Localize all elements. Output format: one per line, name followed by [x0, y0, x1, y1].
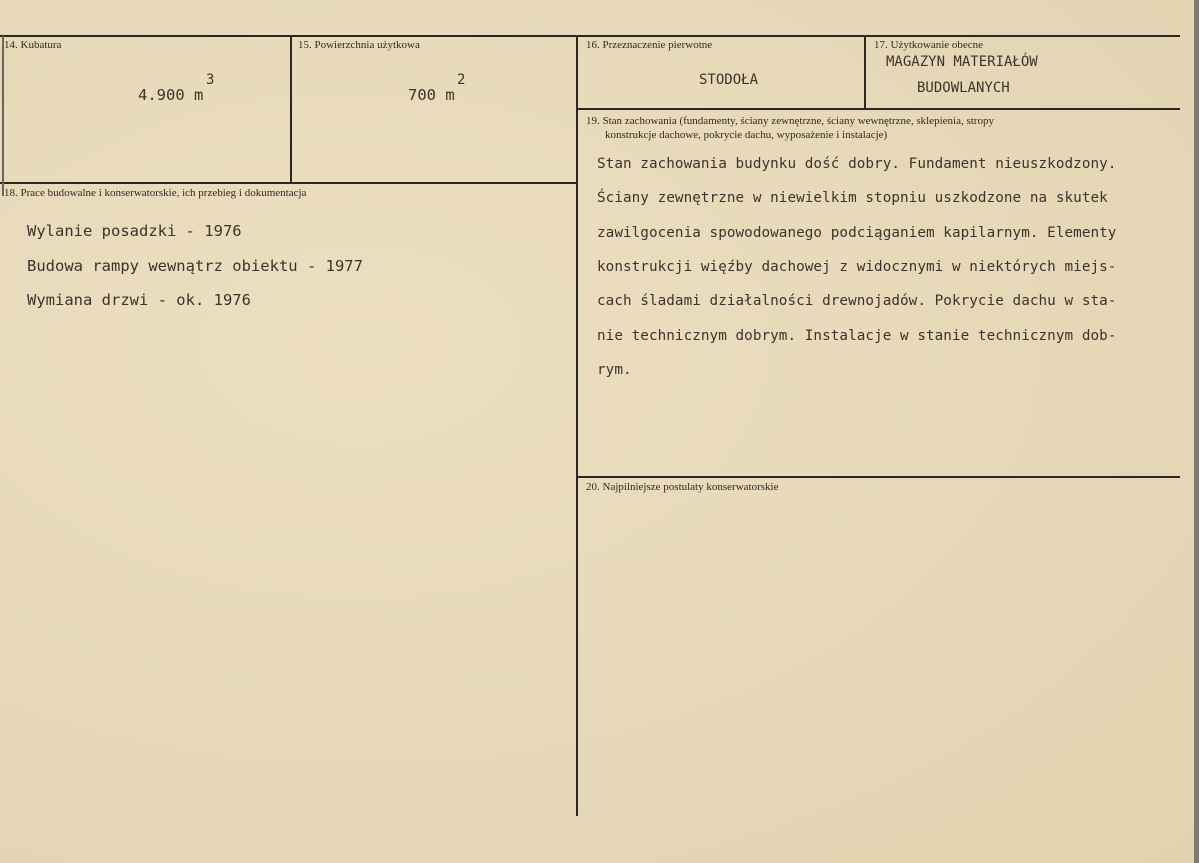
field-16-value: STODOŁA — [699, 72, 759, 88]
field-19-text-line-2: Ściany zewnętrzne w niewielkim stopniu uszkodzone na skutek — [597, 190, 1108, 206]
center-divider — [576, 36, 578, 816]
field-17-value-line-2: BUDOWLANYCH — [917, 80, 1010, 96]
field-17-label: 17. Użytkowanie obecne — [874, 39, 984, 51]
left-edge — [2, 36, 4, 196]
divider-16-17 — [864, 36, 866, 110]
field-19-text-line-7: rym. — [597, 362, 632, 378]
field-15-label: 15. Powierzchnia użytkowa — [298, 39, 420, 51]
field-18-entry-3: Wymiana drzwi - ok. 1976 — [27, 291, 251, 309]
field-19-text-line-4: konstrukcji więźby dachowej z widocznymi w niektórych miejs- — [597, 259, 1117, 275]
field-15-exponent: 2 — [457, 72, 466, 88]
field-18-entry-1: Wylanie posadzki - 1976 — [27, 222, 242, 240]
field-20-label: 20. Najpilniejsze postulaty konserwatorskie — [586, 481, 779, 493]
field-14-value: 4.900 m — [138, 86, 204, 104]
field-19-text-line-5: cach śladami działalności drewnojadów. Pokrycie dachu w sta- — [597, 293, 1117, 309]
field-19-label-line-2: konstrukcje dachowe, pokrycie dachu, wyposażenie i instalacje) — [605, 129, 888, 141]
field-18-label: 18. Prace budowalne i konserwatorskie, ich przebieg i dokumentacja — [4, 187, 307, 199]
field-19-text-line-3: zawilgocenia spowodowanego podciąganiem kapilarnym. Elementy — [597, 225, 1117, 241]
rule-below-14-15 — [0, 182, 578, 184]
field-19-text-line-6: nie technicznym dobrym. Instalacje w stanie technicznym dob- — [597, 328, 1117, 344]
field-17-value-line-1: MAGAZYN MATERIAŁÓW — [886, 54, 1038, 70]
rule-above-20 — [578, 476, 1180, 478]
field-14-label: 14. Kubatura — [4, 39, 62, 51]
field-19-text-line-1: Stan zachowania budynku dość dobry. Fundament nieuszkodzony. — [597, 156, 1117, 172]
rule-below-16-17 — [578, 108, 1180, 110]
field-15-value: 700 m — [408, 86, 455, 104]
card-right-edge — [1194, 0, 1199, 863]
field-14-exponent: 3 — [206, 72, 215, 88]
top-rule — [0, 35, 1180, 37]
field-18-entry-2: Budowa rampy wewnątrz obiektu - 1977 — [27, 257, 363, 275]
field-19-label-line-1: 19. Stan zachowania (fundamenty, ściany zewnętrzne, ściany wewnętrzne, sklepienia, stropy — [586, 115, 994, 127]
field-16-label: 16. Przeznaczenie pierwotne — [586, 39, 713, 51]
divider-14-15 — [290, 36, 292, 184]
